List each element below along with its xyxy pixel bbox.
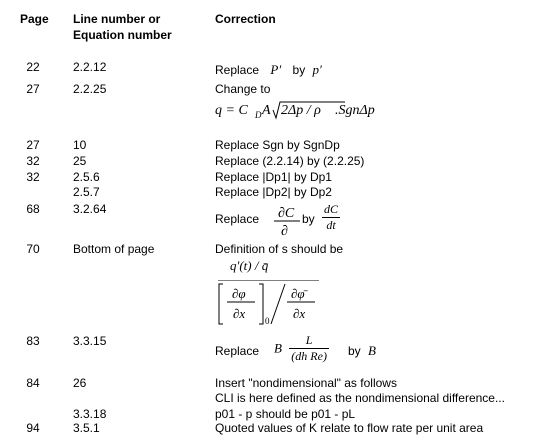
formula-flow-equation <box>215 98 395 125</box>
header-correction: Correction <box>215 12 276 26</box>
row-line: 3.3.15 <box>73 334 107 348</box>
row-page: 83 <box>26 334 40 348</box>
row-correction-continued: CLI is here defined as the nondimensional difference... <box>215 391 505 405</box>
row-line: 10 <box>73 138 87 152</box>
row-line: 3.2.64 <box>73 202 107 216</box>
row-line: 2.2.25 <box>73 82 107 96</box>
svg-text:D: D <box>255 110 262 120</box>
replace-label: Replace <box>215 63 260 77</box>
row-correction <box>215 344 259 358</box>
row-page: 27 <box>26 82 40 96</box>
svg-text:∂x: ∂x <box>293 306 306 321</box>
row-page: 68 <box>26 202 40 216</box>
svg-text:q = C: q = C <box>215 103 248 118</box>
row-correction: Replace Sgn by SgnDp <box>215 138 340 152</box>
row-correction: Change to <box>215 82 271 96</box>
formula-graphic <box>215 98 395 122</box>
symbol-b: B <box>274 340 282 356</box>
row-correction: Replace (2.2.14) by (2.2.25) <box>215 154 365 168</box>
fraction-numerator: dC <box>324 202 339 216</box>
formula-numerator: q′(t) / q̄ <box>230 258 269 273</box>
symbol-new: B <box>368 343 376 358</box>
svg-text:.SgnΔp: .SgnΔp <box>335 103 375 118</box>
row-correction: Replace |Dp2| by Dp2 <box>215 185 332 199</box>
svg-text:2Δp / ρ: 2Δp / ρ <box>281 103 321 118</box>
header-line-1: Line number or <box>73 12 161 26</box>
row-page: 94 <box>26 421 40 435</box>
row-line: 3.3.18 <box>73 407 107 421</box>
header-page: Page <box>20 12 49 26</box>
row-line: 2.2.12 <box>73 60 107 74</box>
row-correction: Replace |Dp1| by Dp1 <box>215 170 332 184</box>
formula-s-denominator <box>215 280 325 330</box>
symbol-old: P′ <box>270 62 282 77</box>
row-correction: Definition of s should be <box>215 242 344 256</box>
row-page: 32 <box>26 154 40 168</box>
row-correction: Quoted values of K relate to flow rate per unit area <box>215 421 484 435</box>
replace-label: Replace <box>215 212 260 226</box>
svg-text:0: 0 <box>265 316 270 326</box>
row-page: 22 <box>26 60 40 74</box>
row-correction <box>215 62 322 78</box>
row-correction: p01 - p should be p01 - pL <box>215 407 356 421</box>
row-line: 2.5.7 <box>73 185 100 199</box>
row-line: 2.5.6 <box>73 170 100 184</box>
header-line-2: Equation number <box>73 28 172 42</box>
row-line: 25 <box>73 154 87 168</box>
row-correction: Insert "nondimensional" as follows <box>215 376 397 390</box>
new-derivative <box>322 202 340 233</box>
row-page: 70 <box>26 242 40 256</box>
svg-text:∂: ∂ <box>281 224 288 239</box>
old-expression <box>274 333 329 364</box>
fraction-denominator: (dh Re) <box>291 349 327 363</box>
row-page: 84 <box>26 376 40 390</box>
row-line: 3.5.1 <box>73 421 100 435</box>
row-line: 26 <box>73 376 87 390</box>
fraction-numerator: L <box>289 333 329 349</box>
symbol-new: p′ <box>312 62 322 77</box>
svg-text:∂C: ∂C <box>278 206 295 221</box>
formula-s-definition <box>218 258 268 274</box>
by-label: by <box>302 212 315 226</box>
svg-text:∂x: ∂x <box>233 306 246 321</box>
svg-text:A: A <box>262 103 271 118</box>
svg-text:∂φ̄: ∂φ̄ <box>291 286 305 301</box>
fraction-denominator: dt <box>326 218 336 232</box>
replace-label: Replace <box>215 344 260 358</box>
svg-text:∂φ: ∂φ <box>232 286 246 301</box>
by-label: by <box>348 344 361 358</box>
by-label: by <box>292 63 306 77</box>
row-correction <box>215 212 259 226</box>
row-page: 27 <box>26 138 40 152</box>
row-page: 32 <box>26 170 40 184</box>
row-line: Bottom of page <box>73 242 155 256</box>
